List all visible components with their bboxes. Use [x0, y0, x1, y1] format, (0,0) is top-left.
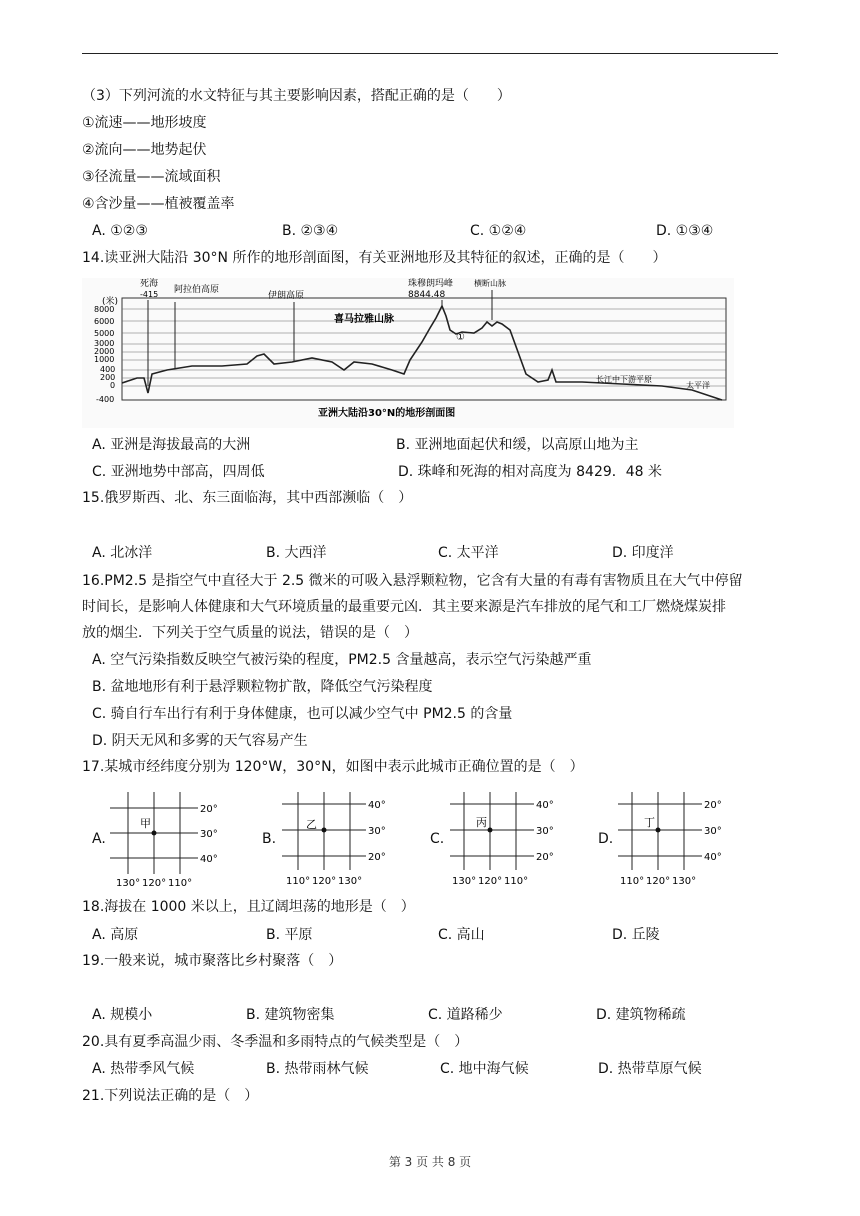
- label-dead-sea: 死海: [140, 279, 159, 289]
- q14-option-a[interactable]: A. 亚洲是海拔最高的大洲: [92, 437, 251, 453]
- grid-b-lon-2: 120°: [312, 876, 337, 887]
- grid-d-lat-3: 40°: [704, 852, 722, 863]
- q17-option-a[interactable]: A.: [92, 831, 106, 847]
- question-16-stem-line-1: 16.PM2.5 是指空气中直径大于 2.5 微米的可吸入悬浮颗粒物，它含有大量的有毒有害物质且在大气中停留: [82, 573, 743, 589]
- question-18-stem: 18.海拔在 1000 米以上，且辽阔坦荡的地形是（ ）: [82, 899, 415, 915]
- label-everest: 珠穆朗玛峰: [408, 279, 454, 289]
- grid-b-lon-3: 130°: [338, 876, 363, 887]
- label-hengduan: 横断山脉: [474, 279, 506, 288]
- q19-option-d[interactable]: D. 建筑物稀疏: [596, 1007, 686, 1023]
- grid-c-lon-2: 120°: [478, 876, 503, 887]
- y-tick-400: 400: [100, 365, 116, 374]
- label-dead-sea-value: -415: [140, 290, 159, 299]
- question-14-stem: 14.读亚洲大陆沿 30°N 所作的地形剖面图，有关亚洲地形及其特征的叙述，正确的是（ ）: [82, 250, 667, 266]
- q19-option-a[interactable]: A. 规模小: [92, 1007, 153, 1023]
- page-footer: 第 3 页 共 8 页: [388, 1155, 472, 1169]
- label-yangtze-plain: 长江中下游平原: [596, 375, 652, 384]
- q15-option-c[interactable]: C. 太平洋: [438, 545, 499, 561]
- asia-30n-terrain-profile: [82, 278, 734, 428]
- y-tick-0: 0: [110, 381, 116, 390]
- grid-d-lat-2: 30°: [704, 826, 722, 837]
- grid-a-lon-3: 110°: [168, 878, 193, 889]
- q16-option-c[interactable]: C. 骑自行车出行有利于身体健康，也可以减少空气中 PM2.5 的含量: [92, 706, 513, 722]
- q15-option-d[interactable]: D. 印度洋: [612, 545, 674, 561]
- q17-grid-c[interactable]: [446, 790, 576, 890]
- label-arabian-plateau: 阿拉伯高原: [174, 285, 220, 295]
- q20-option-a[interactable]: A. 热带季风气候: [92, 1061, 195, 1077]
- y-tick-8000: 8000: [94, 305, 115, 314]
- q13-option-a[interactable]: A. ①②③: [92, 223, 148, 239]
- q20-option-b[interactable]: B. 热带雨林气候: [266, 1061, 369, 1077]
- q17-grid-d[interactable]: [614, 790, 744, 890]
- q13-item-1: ①流速——地形坡度: [82, 115, 207, 131]
- y-tick-200: 200: [100, 373, 116, 382]
- q13-option-d[interactable]: D. ①③④: [656, 223, 714, 239]
- question-19-stem: 19.一般来说，城市聚落比乡村聚落（ ）: [82, 953, 343, 969]
- y-tick-6000: 6000: [94, 317, 115, 326]
- grid-a-lat-3: 40°: [200, 854, 218, 865]
- label-iranian-plateau: 伊朗高原: [268, 291, 305, 301]
- question-17-stem: 17.某城市经纬度分别为 120°W，30°N，如图中表示此城市正确位置的是（ ）: [82, 759, 584, 775]
- label-everest-value: 8844.48: [408, 290, 446, 300]
- grid-b-place: 乙: [306, 818, 317, 831]
- q15-option-b[interactable]: B. 大西洋: [266, 545, 327, 561]
- grid-a-lon-1: 130°: [116, 878, 141, 889]
- grid-d-place: 丁: [644, 816, 655, 829]
- grid-d-lon-2: 120°: [646, 876, 671, 887]
- header-rule: [82, 53, 778, 54]
- grid-a-lat-2: 30°: [200, 829, 218, 840]
- q14-option-c[interactable]: C. 亚洲地势中部高，四周低: [92, 464, 265, 480]
- question-20-stem: 20.具有夏季高温少雨、冬季温和多雨特点的气候类型是（ ）: [82, 1034, 469, 1050]
- q19-option-c[interactable]: C. 道路稀少: [428, 1007, 503, 1023]
- q14-option-d[interactable]: D. 珠峰和死海的相对高度为 8429．48 米: [398, 464, 663, 480]
- q17-option-d[interactable]: D.: [598, 831, 614, 847]
- q19-option-b[interactable]: B. 建筑物密集: [246, 1007, 335, 1023]
- grid-b-lat-2: 30°: [368, 826, 386, 837]
- question-16-stem-line-3: 放的烟尘．下列关于空气质量的说法，错误的是（ ）: [82, 625, 418, 641]
- y-tick-1000: 1000: [94, 355, 115, 364]
- q13-item-4: ④含沙量——植被覆盖率: [82, 196, 235, 212]
- q18-option-c[interactable]: C. 高山: [438, 927, 485, 943]
- grid-a-lat-1: 20°: [200, 804, 218, 815]
- grid-b-lat-1: 40°: [368, 800, 386, 811]
- y-tick-minus-400: -400: [96, 395, 115, 404]
- q17-grid-a[interactable]: [106, 790, 236, 890]
- label-pacific: 太平洋: [686, 381, 710, 390]
- q18-option-d[interactable]: D. 丘陵: [612, 927, 660, 943]
- grid-c-lon-1: 130°: [452, 876, 477, 887]
- q17-option-b[interactable]: B.: [262, 831, 277, 847]
- grid-b-lat-3: 20°: [368, 852, 386, 863]
- grid-d-lat-1: 20°: [704, 800, 722, 811]
- grid-c-place: 丙: [476, 816, 487, 829]
- y-tick-2000: 2000: [94, 347, 115, 356]
- grid-d-lon-1: 110°: [620, 876, 645, 887]
- y-tick-5000: 5000: [94, 329, 115, 338]
- q15-option-a[interactable]: A. 北冰洋: [92, 545, 153, 561]
- question-15-stem: 15.俄罗斯西、北、东三面临海，其中西部濒临（ ）: [82, 490, 413, 506]
- q13-option-b[interactable]: B. ②③④: [282, 223, 339, 239]
- q20-option-c[interactable]: C. 地中海气候: [440, 1061, 529, 1077]
- figure-caption: 亚洲大陆沿30°N的地形剖面图: [318, 408, 456, 419]
- grid-a-place: 甲: [140, 817, 151, 830]
- grid-b-lon-1: 110°: [286, 876, 311, 887]
- grid-c-lat-1: 40°: [536, 800, 554, 811]
- q16-option-b[interactable]: B. 盆地地形有利于悬浮颗粒物扩散，降低空气污染程度: [92, 679, 433, 695]
- label-himalaya: 喜马拉雅山脉: [334, 314, 394, 325]
- y-tick-3000: 3000: [94, 339, 115, 348]
- q13-option-c[interactable]: C. ①②④: [470, 223, 527, 239]
- grid-c-lat-3: 20°: [536, 852, 554, 863]
- grid-c-lon-3: 110°: [504, 876, 529, 887]
- grid-d-lon-3: 130°: [672, 876, 697, 887]
- q17-option-c[interactable]: C.: [430, 831, 445, 847]
- q17-grid-b[interactable]: [278, 790, 408, 890]
- q18-option-b[interactable]: B. 平原: [266, 927, 313, 943]
- q13-item-3: ③径流量——流域面积: [82, 169, 221, 185]
- question-16-stem-line-2: 时间长，是影响人体健康和大气环境质量的最重要元凶．其主要来源是汽车排放的尾气和工厂燃烧煤炭排: [82, 599, 726, 615]
- grid-a-lon-2: 120°: [142, 878, 167, 889]
- question-21-stem: 21.下列说法正确的是（ ）: [82, 1088, 259, 1104]
- q16-option-a[interactable]: A. 空气污染指数反映空气被污染的程度，PM2.5 含量越高，表示空气污染越严重: [92, 652, 592, 668]
- q14-option-b[interactable]: B. 亚洲地面起伏和缓，以高原山地为主: [396, 437, 639, 453]
- q13-item-2: ②流向——地势起伏: [82, 142, 207, 158]
- q18-option-a[interactable]: A. 高原: [92, 927, 139, 943]
- grid-c-lat-2: 30°: [536, 826, 554, 837]
- q20-option-d[interactable]: D. 热带草原气候: [598, 1061, 702, 1077]
- question-13-3-stem: （3）下列河流的水文特征与其主要影响因素，搭配正确的是（ ）: [82, 88, 511, 104]
- y-unit: (米): [102, 297, 119, 307]
- label-circle-one: ①: [456, 332, 465, 343]
- q16-option-d[interactable]: D. 阴天无风和多雾的天气容易产生: [92, 733, 308, 749]
